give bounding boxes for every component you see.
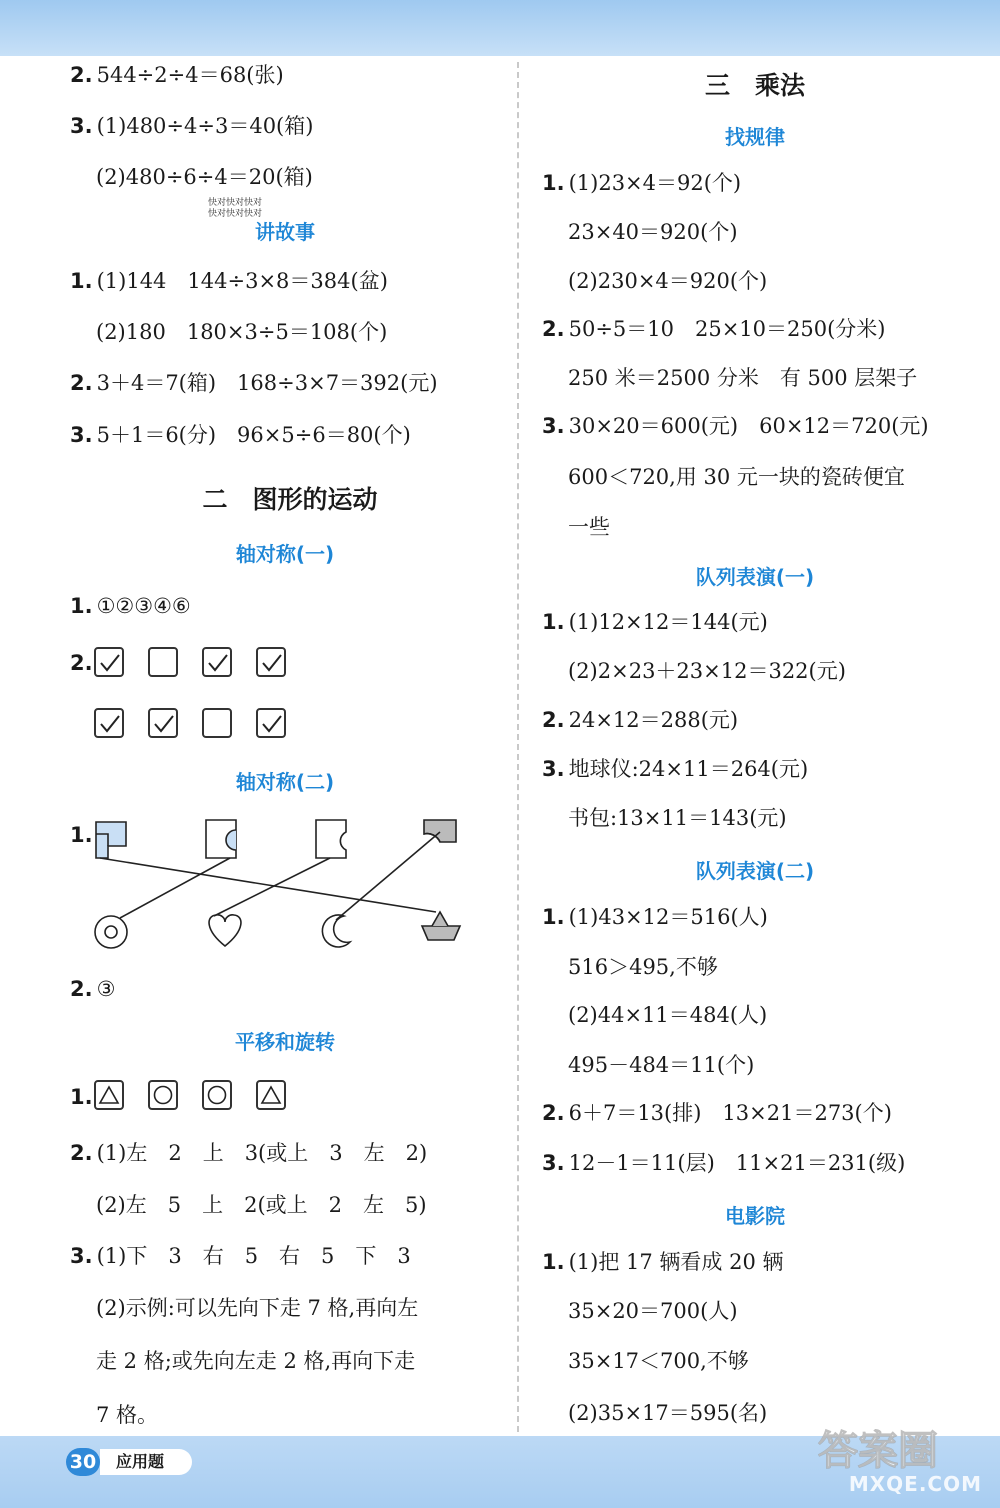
checkmark-icon bbox=[207, 653, 229, 673]
answer-line: 3. (1)下 3 右 5 右 5 下 3 bbox=[70, 1244, 411, 1268]
answer-line: (2)35×17＝595(名) bbox=[568, 1401, 768, 1425]
empty-box bbox=[148, 647, 178, 677]
full-shape-boat bbox=[422, 912, 460, 940]
triangle-answer-box bbox=[256, 1080, 286, 1110]
answer-line: 1. bbox=[70, 823, 93, 847]
empty-box bbox=[202, 708, 232, 738]
subtitle-symmetry-1: 轴对称(一) bbox=[235, 542, 335, 566]
answer-line: (2)左 5 上 2(或上 2 左 5) bbox=[96, 1193, 427, 1217]
circle-answer-box bbox=[148, 1080, 178, 1110]
answer-line: 35×20＝700(人) bbox=[568, 1299, 738, 1323]
symmetry-matching-diagram bbox=[90, 812, 480, 958]
half-shape-3 bbox=[316, 820, 346, 858]
checkmark-icon bbox=[99, 714, 121, 734]
watermark-url: MXQE.COM bbox=[848, 1472, 982, 1496]
answer-line: 1. (1)把 17 辆看成 20 辆 bbox=[542, 1250, 784, 1274]
answer-line: 2. (1)左 2 上 3(或上 3 左 2) bbox=[70, 1141, 428, 1165]
circle-icon bbox=[206, 1084, 228, 1106]
answer-line: 7 格。 bbox=[96, 1403, 159, 1427]
answer-line: 1. (1)144 144÷3×8＝384(盆) bbox=[70, 269, 388, 293]
watermark-text: 答案圈 bbox=[818, 1428, 938, 1474]
answer-line: 1. (1)12×12＝144(元) bbox=[542, 610, 768, 634]
answer-line: 3. 5＋1＝6(分) 96×5÷6＝80(个) bbox=[70, 423, 411, 447]
triangle-icon bbox=[260, 1084, 282, 1106]
subtitle-cinema: 电影院 bbox=[725, 1204, 785, 1228]
match-line bbox=[336, 832, 440, 920]
answer-line: 2. 24×12＝288(元) bbox=[542, 708, 739, 732]
shape-answer-row bbox=[94, 1080, 286, 1110]
answer-line: 3. (1)480÷4÷3＝40(箱) bbox=[70, 114, 314, 138]
checkmark-icon bbox=[261, 714, 283, 734]
match-line bbox=[100, 858, 436, 912]
answer-line: 3. 30×20＝600(元) 60×12＝720(元) bbox=[542, 414, 929, 438]
checkbox-row-2 bbox=[94, 708, 286, 738]
answer-line: 2. bbox=[70, 651, 93, 675]
half-shape-1 bbox=[96, 822, 126, 858]
subtitle-queue-1: 队列表演(一) bbox=[695, 565, 815, 589]
section-title-multiplication: 三 乘法 bbox=[704, 71, 805, 100]
answer-line: 2. 544÷2÷4＝68(张) bbox=[70, 63, 284, 87]
footer-category-label: 应用题 bbox=[100, 1449, 192, 1475]
answer-line: 1. (1)43×12＝516(人) bbox=[542, 905, 768, 929]
answer-line: 走 2 格;或先向左走 2 格,再向下走 bbox=[96, 1349, 416, 1373]
checkmark-icon bbox=[153, 714, 175, 734]
answer-line: 250 米＝2500 分米 有 500 层架子 bbox=[568, 366, 918, 390]
answer-line: (2)44×11＝484(人) bbox=[568, 1003, 768, 1027]
answer-line: (2)示例:可以先向下走 7 格,再向左 bbox=[96, 1296, 419, 1320]
answer-line: 一些 bbox=[568, 515, 610, 539]
checked-box bbox=[256, 708, 286, 738]
half-shape-2 bbox=[206, 820, 236, 858]
checked-box bbox=[202, 647, 232, 677]
handwritten-scribble: 快对快对快对 快对快对快对 bbox=[208, 198, 263, 219]
checkmark-icon bbox=[261, 653, 283, 673]
answer-line: 2. 3＋4＝7(箱) 168÷3×7＝392(元) bbox=[70, 371, 438, 395]
checked-box bbox=[94, 708, 124, 738]
subtitle-story: 讲故事 bbox=[255, 220, 315, 244]
match-line bbox=[120, 858, 230, 918]
match-line bbox=[214, 858, 330, 916]
answer-line: (2)180 180×3÷5＝108(个) bbox=[96, 320, 388, 344]
answer-line: (2)480÷6÷4＝20(箱) bbox=[96, 165, 313, 189]
checked-box bbox=[256, 647, 286, 677]
answer-line: 600＜720,用 30 元一块的瓷砖便宜 bbox=[568, 465, 905, 489]
answer-line: 1. (1)23×4＝92(个) bbox=[542, 171, 742, 195]
section-title-shapes: 二 图形的运动 bbox=[202, 485, 378, 514]
answer-line: 书包:13×11＝143(元) bbox=[568, 806, 787, 830]
answer-line: 516＞495,不够 bbox=[568, 955, 718, 979]
full-shape-heart bbox=[209, 915, 241, 946]
checkmark-icon bbox=[99, 653, 121, 673]
checkbox-row-1 bbox=[94, 647, 286, 677]
answer-line: 23×40＝920(个) bbox=[568, 220, 738, 244]
circle-answer-box bbox=[202, 1080, 232, 1110]
full-shape-target bbox=[95, 916, 127, 948]
checked-box bbox=[148, 708, 178, 738]
answer-line: 2. ③ bbox=[70, 977, 116, 1001]
answer-line: (2)230×4＝920(个) bbox=[568, 269, 768, 293]
answer-line: 2. 6＋7＝13(排) 13×21＝273(个) bbox=[542, 1101, 892, 1125]
subtitle-pattern: 找规律 bbox=[725, 125, 785, 149]
answer-line: 3. 地球仪:24×11＝264(元) bbox=[542, 757, 809, 781]
answer-line: 1. bbox=[70, 1085, 93, 1109]
subtitle-queue-2: 队列表演(二) bbox=[695, 859, 815, 883]
triangle-answer-box bbox=[94, 1080, 124, 1110]
triangle-icon bbox=[98, 1084, 120, 1106]
checked-box bbox=[94, 647, 124, 677]
answer-line: 1. ①②③④⑥ bbox=[70, 594, 191, 618]
top-header-band bbox=[0, 0, 1000, 56]
half-shape-4 bbox=[424, 820, 456, 842]
answer-line: (2)2×23＋23×12＝322(元) bbox=[568, 659, 846, 683]
page-number-badge: 30 bbox=[66, 1448, 100, 1476]
answer-line: 2. 50÷5＝10 25×10＝250(分米) bbox=[542, 317, 886, 341]
subtitle-translation-rotation: 平移和旋转 bbox=[235, 1030, 335, 1054]
answer-line: 495－484＝11(个) bbox=[568, 1053, 755, 1077]
answer-line: 3. 12－1＝11(层) 11×21＝231(级) bbox=[542, 1151, 906, 1175]
subtitle-symmetry-2: 轴对称(二) bbox=[235, 770, 335, 794]
answer-line: 35×17＜700,不够 bbox=[568, 1349, 749, 1373]
circle-icon bbox=[152, 1084, 174, 1106]
column-divider bbox=[517, 62, 519, 1432]
